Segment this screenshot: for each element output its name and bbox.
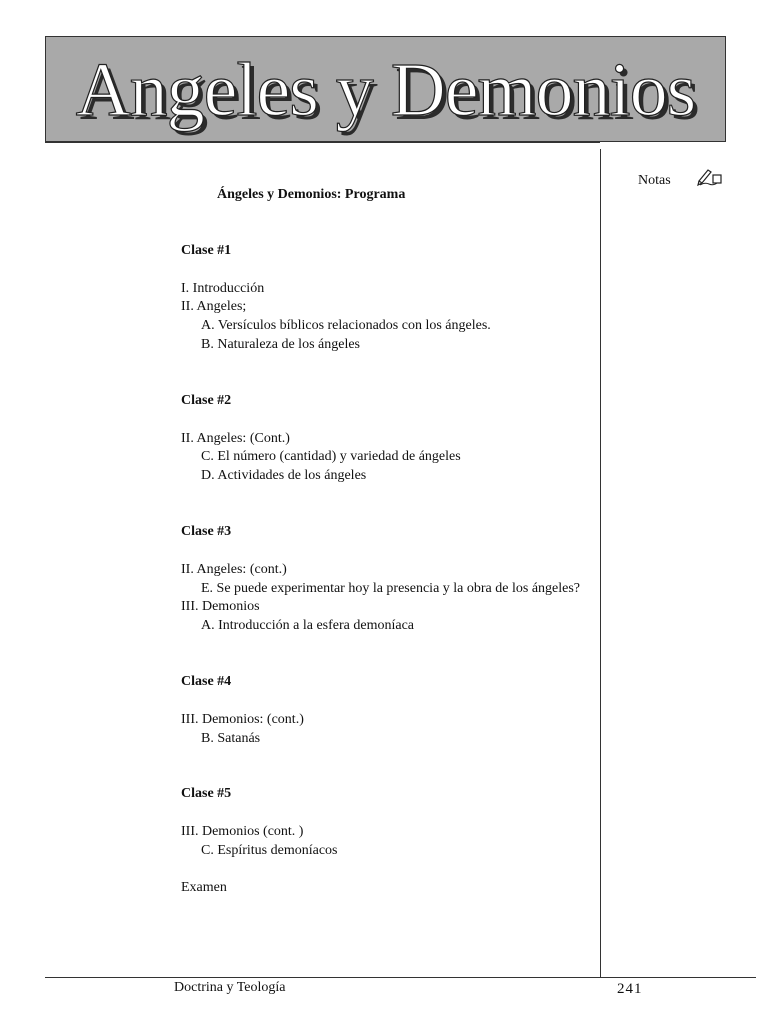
title-banner <box>45 36 726 142</box>
program-content <box>181 186 596 898</box>
notes-column-divider <box>600 149 601 977</box>
outline-subline: B. Naturaleza de los ángeles <box>201 336 360 352</box>
class-title: Clase #3 <box>181 523 232 539</box>
outline-subline: A. Versículos bíblicos relacionados con los ángeles. <box>201 318 491 334</box>
outline-line: III. Demonios (cont. ) <box>181 824 304 840</box>
footer-rule <box>45 977 756 978</box>
outline-subline: E. Se puede experimentar hoy la presencia y la obra de los ángeles? <box>201 580 581 596</box>
outline-line: II. Angeles; <box>181 299 247 315</box>
outline-line: II. Angeles: (cont.) <box>181 561 287 577</box>
outline-subline: A. Introducción a la esfera demoníaca <box>201 618 415 634</box>
outline-line: III. Demonios <box>181 599 260 615</box>
exam-label: Examen <box>181 879 227 895</box>
class-section <box>181 673 596 748</box>
class-section <box>181 242 596 355</box>
outline-line: III. Demonios: (cont.) <box>181 711 304 727</box>
outline-subline: D. Actividades de los ángeles <box>201 468 367 484</box>
top-rule <box>45 142 600 143</box>
class-title: Clase #2 <box>181 392 232 408</box>
footer-book-title: Doctrina y Teología <box>174 980 286 995</box>
class-title: Clase #4 <box>181 673 232 689</box>
outline-line: I. Introducción <box>181 280 265 296</box>
outline-subline: C. El número (cantidad) y variedad de ángeles <box>201 449 461 465</box>
class-section <box>181 523 596 636</box>
page-number: 241 <box>617 981 643 997</box>
class-title: Clase #1 <box>181 242 232 258</box>
banner-title: Angeles y Demonios <box>75 48 696 132</box>
outline-subline: B. Satanás <box>201 730 261 746</box>
notes-label: Notas <box>638 173 671 188</box>
class-section <box>181 392 596 486</box>
pencil-writing-icon <box>697 167 723 187</box>
class-title: Clase #5 <box>181 786 232 802</box>
outline-subline: C. Espíritus demoníacos <box>201 842 338 858</box>
class-section <box>181 785 596 860</box>
outline-line: II. Angeles: (Cont.) <box>181 430 290 446</box>
program-title: Ángeles y Demonios: Programa <box>217 187 406 202</box>
